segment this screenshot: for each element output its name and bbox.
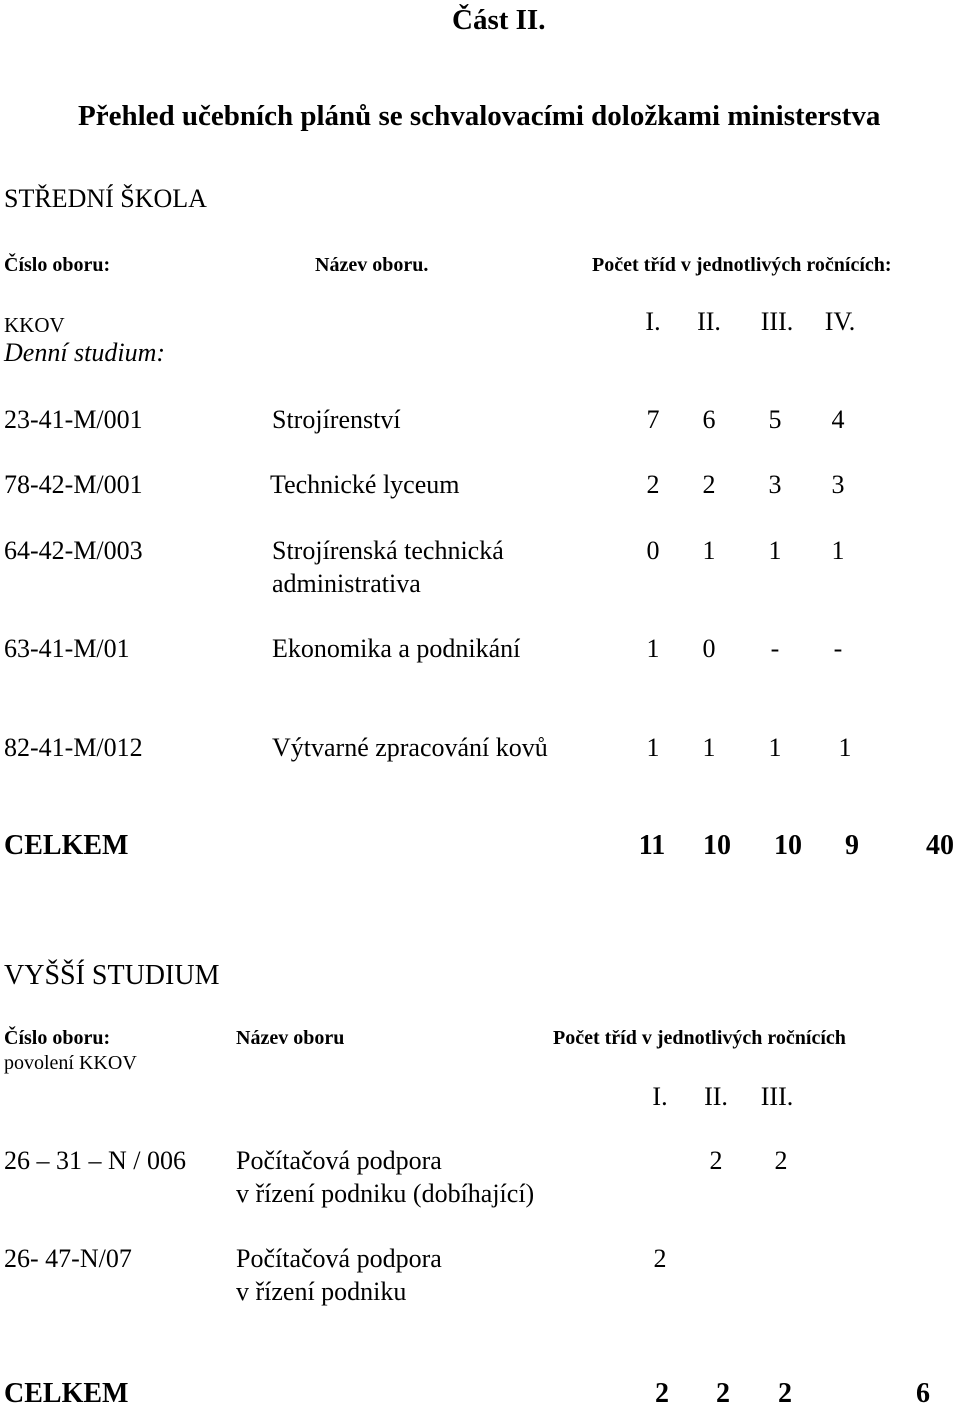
total-count-2: 2: [716, 1378, 730, 1409]
page-title: Přehled učebních plánů se schvalovacími doložkami ministerstva: [78, 100, 881, 132]
row-code: 64-42-M/003: [4, 536, 143, 565]
row-name: Počítačová podpora: [236, 1244, 442, 1273]
row-code: 82-41-M/012: [4, 733, 143, 762]
header-code: Číslo oboru:: [4, 1027, 111, 1049]
row-count-2: 2: [709, 1146, 723, 1175]
header-counts: Počet tříd v jednotlivých ročnících: [553, 1027, 846, 1049]
row-count-4: -: [833, 634, 843, 663]
row-code: 26 – 31 – N / 006: [4, 1146, 186, 1175]
row-count-4: 4: [831, 405, 845, 434]
year-header-1: I.: [652, 1082, 668, 1111]
row-code: 78-42-M/001: [4, 470, 143, 499]
year-header-2: II.: [704, 1082, 728, 1111]
header-counts: Počet tříd v jednotlivých ročnících:: [592, 254, 892, 276]
row-name-line2: v řízení podniku: [236, 1277, 407, 1306]
row-code: 23-41-M/001: [4, 405, 143, 434]
year-header-2: II.: [697, 307, 721, 336]
total-count-1: 2: [655, 1378, 669, 1409]
row-count-2: 6: [702, 405, 716, 434]
total-count-3: 10: [774, 830, 802, 861]
year-header-3: III.: [760, 307, 794, 336]
row-code: 63-41-M/01: [4, 634, 130, 663]
row-count-1: 2: [646, 470, 660, 499]
year-header-4: IV.: [824, 307, 856, 336]
section-title-higher: VYŠŠÍ STUDIUM: [4, 960, 220, 991]
total-sum: 40: [926, 830, 954, 861]
header-code-sub: povolení KKOV: [4, 1052, 137, 1074]
row-name: Ekonomika a podnikání: [272, 634, 521, 663]
row-name: Technické lyceum: [270, 470, 460, 499]
row-count-1: 2: [653, 1244, 667, 1273]
row-count-3: 2: [774, 1146, 788, 1175]
row-name-line2: v řízení podniku (dobíhající): [236, 1179, 535, 1208]
row-count-3: 5: [768, 405, 782, 434]
study-mode: Denní studium:: [4, 338, 166, 367]
row-count-1: 1: [646, 634, 660, 663]
row-count-3: 3: [768, 470, 782, 499]
row-name: Strojírenská technická: [272, 536, 504, 565]
row-count-4: 1: [831, 536, 845, 565]
row-count-4: 1: [838, 733, 852, 762]
row-name-line2: administrativa: [272, 569, 421, 598]
row-count-3: 1: [768, 536, 782, 565]
row-count-2: 1: [702, 536, 716, 565]
total-count-4: 9: [845, 830, 859, 861]
total-sum: 6: [916, 1378, 930, 1409]
year-header-3: III.: [760, 1082, 794, 1111]
total-label: CELKEM: [4, 830, 129, 861]
row-count-3: -: [770, 634, 780, 663]
row-name: Výtvarné zpracování kovů: [272, 733, 548, 762]
row-code: 26- 47-N/07: [4, 1244, 132, 1273]
row-name: Strojírenství: [272, 405, 401, 434]
row-count-2: 0: [702, 634, 716, 663]
total-label: CELKEM: [4, 1378, 129, 1409]
header-name: Název oboru: [236, 1027, 345, 1049]
total-count-1: 11: [638, 830, 666, 861]
row-count-2: 1: [702, 733, 716, 762]
row-count-3: 1: [768, 733, 782, 762]
total-count-3: 2: [778, 1378, 792, 1409]
kkov-label: KKOV: [4, 313, 65, 337]
row-count-2: 2: [702, 470, 716, 499]
year-header-1: I.: [645, 307, 661, 336]
section-title-secondary: STŘEDNÍ ŠKOLA: [4, 184, 207, 213]
row-count-4: 3: [831, 470, 845, 499]
total-count-2: 10: [703, 830, 731, 861]
row-count-1: 1: [646, 733, 660, 762]
row-name: Počítačová podpora: [236, 1146, 442, 1175]
row-count-1: 7: [646, 405, 660, 434]
row-count-1: 0: [646, 536, 660, 565]
header-code: Číslo oboru:: [4, 254, 111, 276]
part-heading: Část II.: [452, 4, 546, 36]
header-name: Název oboru.: [315, 254, 429, 276]
